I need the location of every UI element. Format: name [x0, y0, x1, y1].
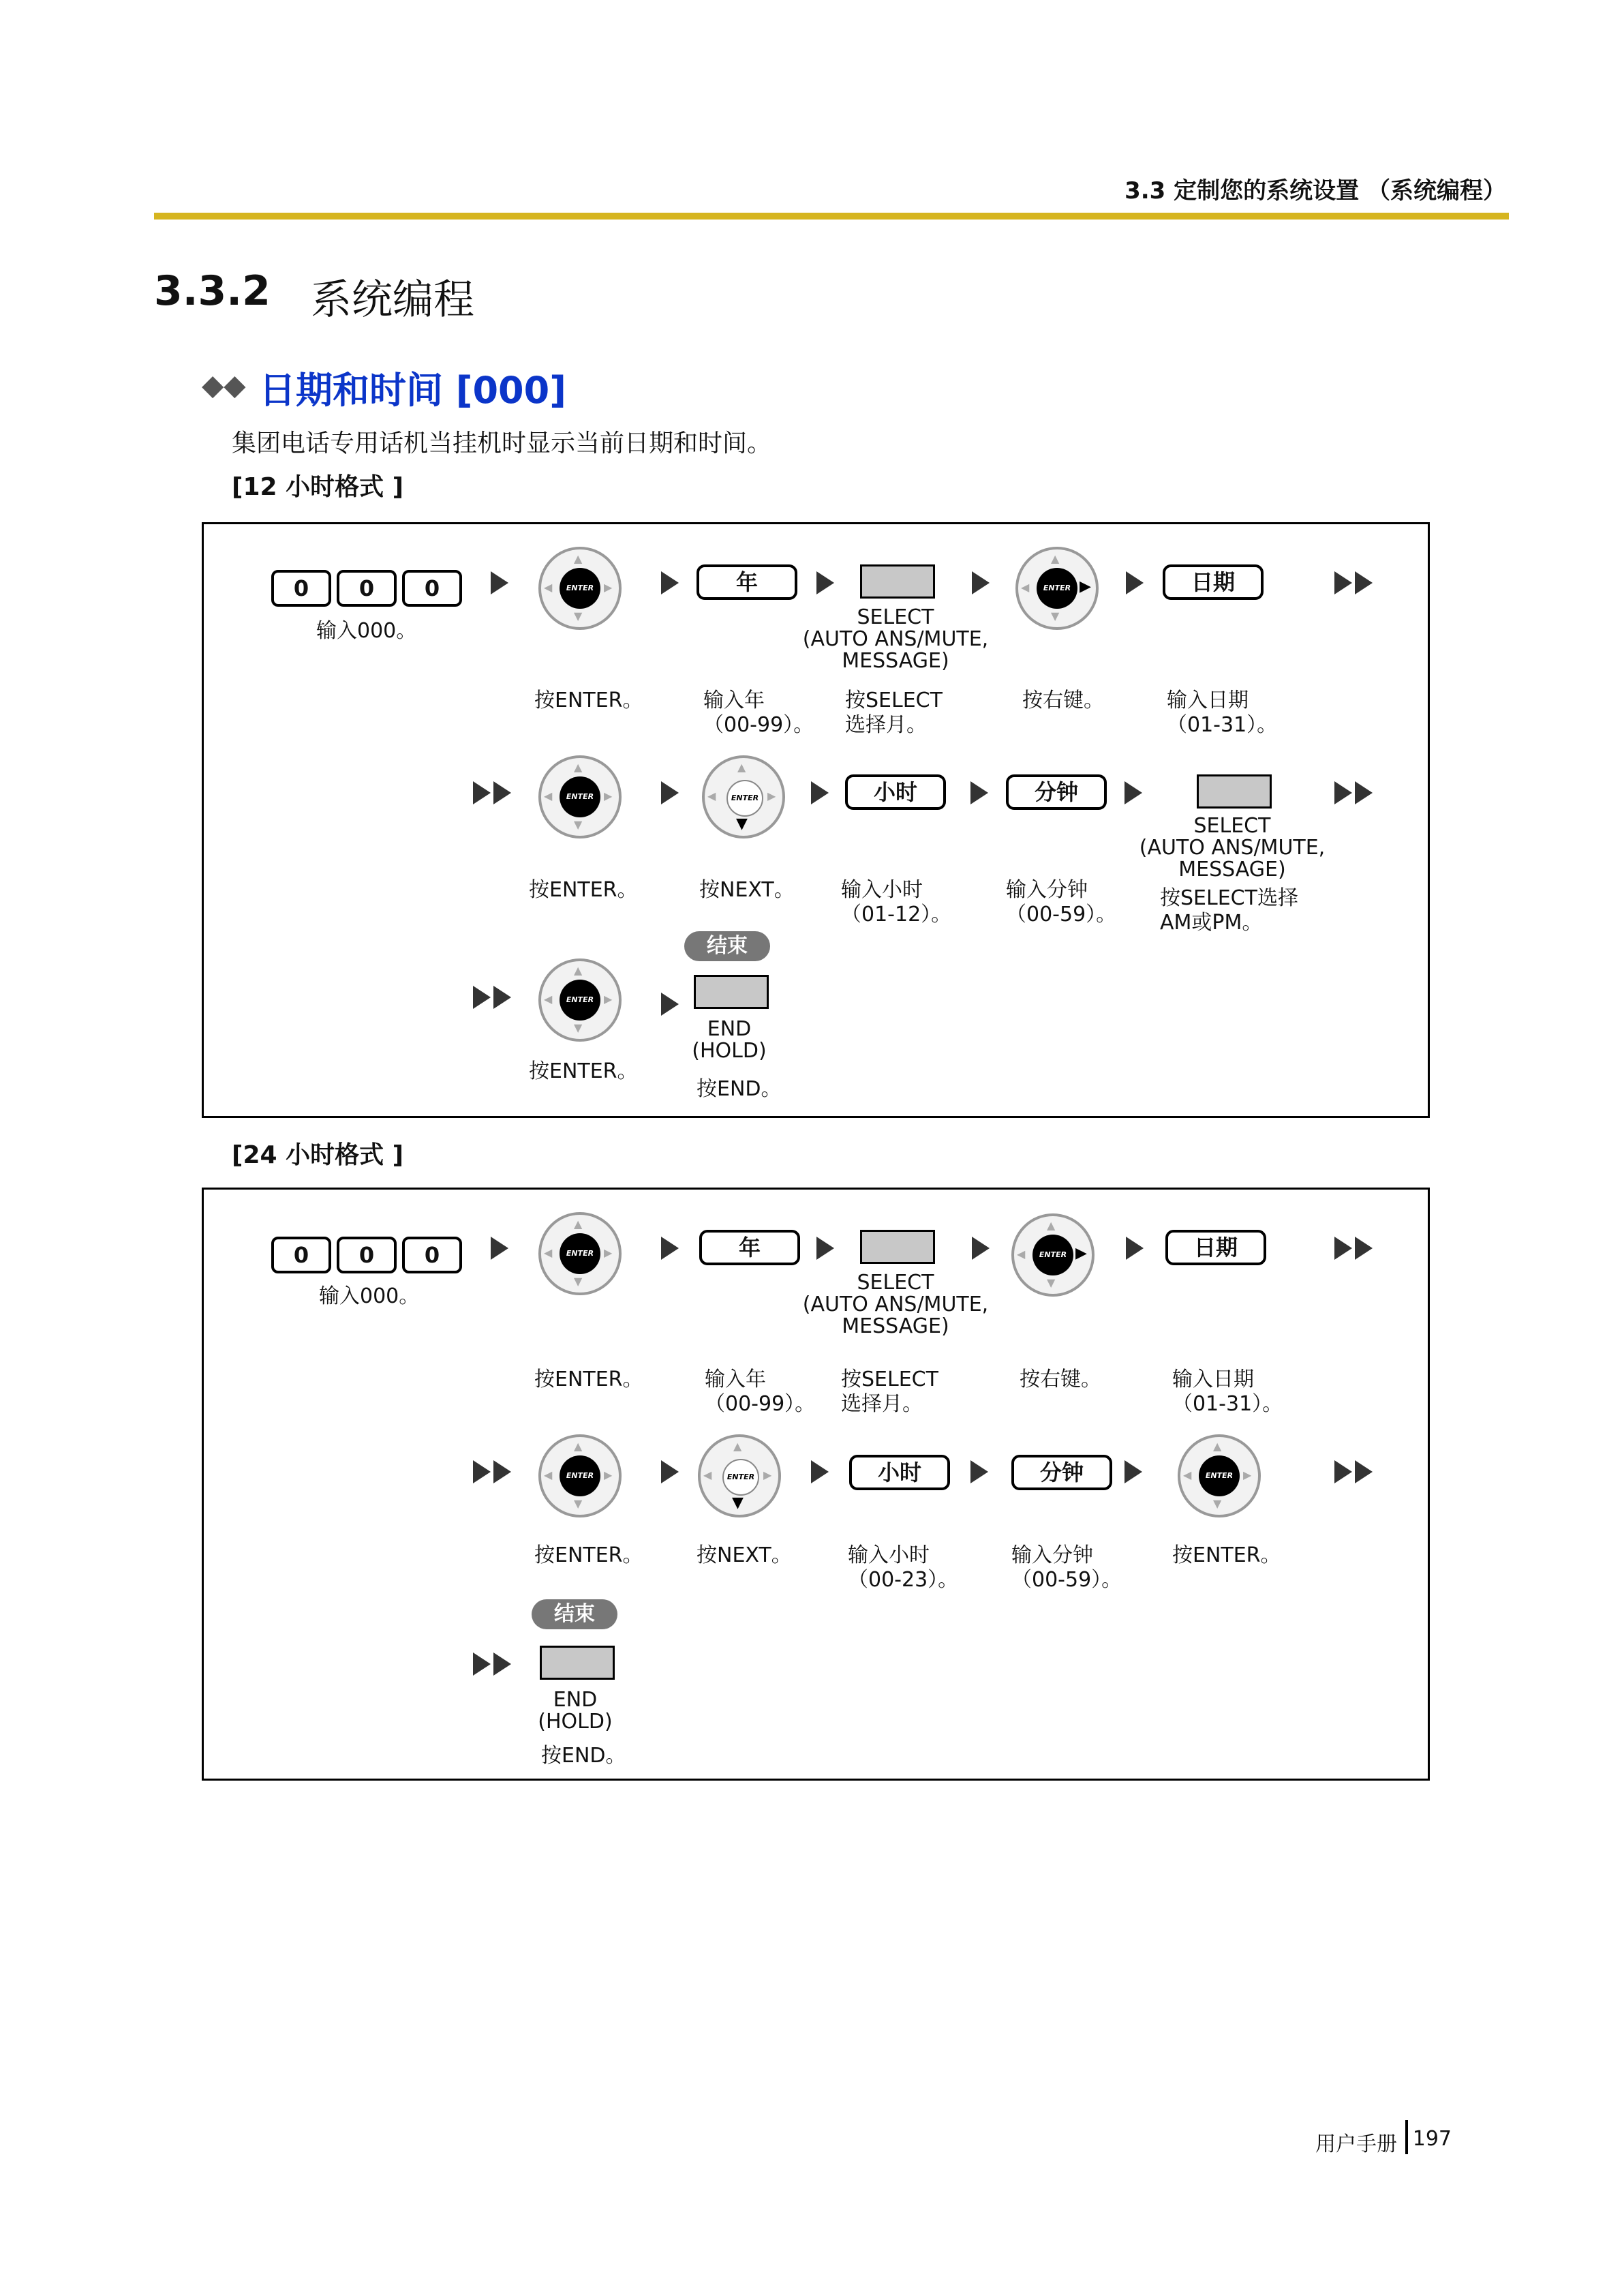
caption-enter: 按ENTER。 [534, 689, 643, 712]
right-arrow-icon[interactable]: ▶ [1075, 1245, 1087, 1262]
down-arrow-icon: ▼ [1213, 1497, 1222, 1510]
left-arrow-icon: ◀ [703, 1468, 712, 1481]
caption-select-month: 选择月。 [841, 1392, 923, 1416]
feature-description: 集团电话专用话机当挂机时显示当前日期和时间。 [232, 429, 772, 457]
caption-right-key: 按右键。 [1022, 689, 1104, 712]
footer-label: 用户手册 [1315, 2132, 1397, 2156]
left-arrow-icon: ◀ [544, 1246, 553, 1259]
select-button-label: SELECT (AUTO ANS/MUTE, MESSAGE) [802, 605, 989, 673]
navigator-key[interactable] [1178, 1434, 1261, 1517]
caption-year: 输入年 [703, 689, 765, 712]
softkey-date[interactable]: 日期 [1165, 1230, 1266, 1265]
select-button[interactable] [860, 1230, 935, 1264]
caption-right-key: 按右键。 [1020, 1368, 1101, 1391]
double-arrow-icon [473, 1652, 511, 1676]
footer-divider [1405, 2120, 1408, 2154]
right-arrow-icon: ▶ [604, 581, 613, 594]
right-arrow-icon: ▶ [763, 1468, 772, 1481]
caption-next: 按NEXT。 [697, 1543, 792, 1567]
up-arrow-icon: ▲ [574, 1218, 583, 1230]
left-arrow-icon: ◀ [544, 993, 553, 1006]
up-arrow-icon: ▲ [574, 1440, 583, 1453]
caption-enter: 按ENTER。 [534, 1368, 643, 1391]
double-arrow-icon [473, 781, 511, 804]
arrow-right-icon [816, 571, 834, 594]
arrow-right-icon [661, 781, 679, 804]
enter-button: ENTER [726, 780, 763, 817]
select-button[interactable] [1197, 774, 1272, 809]
caption-date: 输入日期 [1167, 689, 1249, 712]
caption-hour-range: （00-23）。 [848, 1568, 959, 1592]
digit-key[interactable]: 0 [271, 570, 331, 607]
caption-date: 输入日期 [1172, 1368, 1254, 1391]
caption-ampm: 按SELECT选择 [1160, 886, 1298, 910]
left-arrow-icon: ◀ [1021, 581, 1030, 594]
navigator-key[interactable] [538, 755, 622, 839]
navigator-key[interactable] [538, 958, 622, 1042]
arrow-right-icon [1124, 1460, 1142, 1483]
double-arrow-icon [1334, 781, 1373, 804]
end-button-label: END (HOLD) [692, 1017, 767, 1063]
end-button-label: END (HOLD) [538, 1688, 613, 1734]
digit-key[interactable]: 0 [337, 1237, 397, 1273]
page-number: 197 [1412, 2127, 1452, 2151]
softkey-year[interactable]: 年 [699, 1230, 800, 1265]
select-button-label: SELECT (AUTO ANS/MUTE, MESSAGE) [1139, 814, 1326, 881]
down-arrow-icon: ▼ [1051, 609, 1060, 622]
caption-ampm-2: AM或PM。 [1160, 911, 1263, 935]
up-arrow-icon: ▲ [1051, 552, 1060, 565]
caption-select-month: 选择月。 [845, 713, 927, 737]
digit-key[interactable]: 0 [402, 1237, 462, 1273]
navigator-key[interactable] [538, 1434, 622, 1517]
caption-enter: 按ENTER。 [529, 878, 638, 902]
caption-date-range: （01-31）。 [1172, 1392, 1283, 1416]
arrow-right-icon [811, 1460, 829, 1483]
enter-button[interactable]: ENTER [1037, 568, 1077, 609]
caption-year-range: （00-99）。 [705, 1392, 816, 1416]
left-arrow-icon: ◀ [707, 789, 716, 802]
softkey-hour[interactable]: 小时 [849, 1455, 950, 1490]
digit-key[interactable]: 0 [402, 570, 462, 607]
enter-button[interactable]: ENTER [560, 1455, 600, 1496]
right-arrow-icon: ▶ [604, 1468, 613, 1481]
right-arrow-icon: ▶ [604, 993, 613, 1006]
arrow-right-icon [1126, 1237, 1144, 1260]
right-arrow-icon: ▶ [1243, 1468, 1252, 1481]
enter-button[interactable]: ENTER [1032, 1235, 1073, 1275]
left-arrow-icon: ◀ [544, 1468, 553, 1481]
format-24h-heading: [24 小时格式 ] [232, 1141, 404, 1169]
enter-button[interactable]: ENTER [560, 776, 600, 817]
softkey-minute[interactable]: 分钟 [1006, 774, 1107, 810]
navigator-key[interactable] [702, 755, 785, 839]
caption-minute-range: （00-59）。 [1011, 1568, 1122, 1592]
end-button[interactable] [540, 1646, 615, 1680]
caption-year-range: （00-99）。 [703, 713, 814, 737]
softkey-year[interactable]: 年 [697, 564, 797, 600]
caption-end: 按END。 [541, 1744, 626, 1768]
arrow-right-icon [1124, 781, 1142, 804]
caption-enter-000: 输入000。 [319, 1284, 420, 1308]
softkey-date[interactable]: 日期 [1163, 564, 1264, 600]
caption-hour: 输入小时 [848, 1543, 930, 1567]
left-arrow-icon: ◀ [544, 581, 553, 594]
navigator-key[interactable] [698, 1434, 781, 1517]
down-arrow-icon: ▼ [574, 609, 583, 622]
caption-minute: 输入分钟 [1011, 1543, 1093, 1567]
left-arrow-icon: ◀ [544, 789, 553, 802]
down-arrow-icon: ▼ [574, 818, 583, 831]
enter-button[interactable]: ENTER [560, 1233, 600, 1274]
right-arrow-icon[interactable]: ▶ [1080, 578, 1091, 595]
keypad-000 [271, 570, 462, 607]
double-arrow-icon [1334, 1460, 1373, 1483]
right-arrow-icon: ▶ [604, 1246, 613, 1259]
up-arrow-icon: ▲ [574, 761, 583, 774]
caption-hour-range: （01-12）。 [841, 903, 952, 926]
down-arrow-icon: ▼ [574, 1275, 583, 1288]
down-arrow-icon: ▼ [574, 1021, 583, 1034]
caption-enter: 按ENTER。 [534, 1543, 643, 1567]
select-button-label: SELECT (AUTO ANS/MUTE, MESSAGE) [802, 1271, 989, 1338]
down-arrow-icon[interactable]: ▼ [736, 815, 748, 832]
section-number: 3.3.2 [154, 267, 271, 315]
arrow-right-icon [816, 1237, 834, 1260]
caption-date-range: （01-31）。 [1167, 713, 1278, 737]
caption-select: 按SELECT [841, 1368, 938, 1391]
caption-next: 按NEXT。 [699, 878, 795, 902]
select-button[interactable] [860, 564, 935, 599]
softkey-minute[interactable]: 分钟 [1011, 1455, 1112, 1490]
arrow-right-icon [661, 1460, 679, 1483]
section-title: 系统编程 [311, 276, 474, 324]
navigator-key[interactable] [1011, 1213, 1095, 1297]
navigator-key[interactable] [538, 547, 622, 630]
navigator-key[interactable] [1015, 547, 1099, 630]
arrow-right-icon [970, 781, 988, 804]
arrow-right-icon [970, 1460, 988, 1483]
caption-end: 按END。 [697, 1077, 782, 1101]
down-arrow-icon: ▼ [574, 1497, 583, 1510]
format-12h-heading: [12 小时格式 ] [232, 473, 404, 501]
up-arrow-icon: ▲ [733, 1440, 742, 1453]
arrow-right-icon [972, 571, 990, 594]
arrow-right-icon [661, 1237, 679, 1260]
right-arrow-icon: ▶ [604, 789, 613, 802]
arrow-right-icon [661, 571, 679, 594]
caption-year: 输入年 [705, 1368, 766, 1391]
left-arrow-icon: ◀ [1183, 1468, 1192, 1481]
arrow-right-icon [1126, 571, 1144, 594]
end-badge: 结束 [684, 931, 770, 961]
arrow-right-icon [491, 571, 508, 594]
digit-key[interactable]: 0 [271, 1237, 331, 1273]
arrow-right-icon [491, 1237, 508, 1260]
caption-minute: 输入分钟 [1006, 878, 1088, 902]
arrow-right-icon [811, 781, 829, 804]
running-header: 3.3 定制您的系统设置 （系统编程） [1124, 177, 1506, 205]
enter-button[interactable]: ENTER [560, 568, 600, 609]
down-arrow-icon: ▼ [1047, 1276, 1056, 1289]
caption-minute-range: （00-59）。 [1006, 903, 1117, 926]
softkey-hour[interactable]: 小时 [845, 774, 946, 810]
arrow-right-icon [972, 1237, 990, 1260]
enter-button: ENTER [722, 1459, 759, 1496]
enter-button[interactable]: ENTER [1199, 1455, 1240, 1496]
navigator-key[interactable] [538, 1212, 622, 1295]
double-arrow-icon [1334, 1237, 1373, 1260]
caption-select: 按SELECT [845, 689, 943, 712]
header-rule [154, 213, 1509, 220]
enter-button[interactable]: ENTER [560, 980, 600, 1021]
down-arrow-icon[interactable]: ▼ [732, 1494, 744, 1511]
up-arrow-icon: ▲ [737, 761, 746, 774]
caption-hour: 输入小时 [841, 878, 923, 902]
digit-key[interactable]: 0 [337, 570, 397, 607]
up-arrow-icon: ▲ [1213, 1440, 1222, 1453]
double-arrow-icon [473, 1460, 511, 1483]
caption-enter: 按ENTER。 [529, 1059, 638, 1083]
up-arrow-icon: ▲ [574, 964, 583, 977]
up-arrow-icon: ▲ [574, 552, 583, 565]
arrow-right-icon [661, 993, 679, 1016]
keypad-000 [271, 1237, 462, 1273]
end-badge: 结束 [532, 1599, 617, 1629]
double-arrow-icon [473, 986, 511, 1009]
end-button[interactable] [694, 975, 769, 1009]
left-arrow-icon: ◀ [1017, 1248, 1026, 1260]
right-arrow-icon: ▶ [767, 789, 776, 802]
feature-title: 日期和时间 [000] [259, 369, 566, 412]
diamond-icon: ◆◆ [202, 368, 246, 402]
up-arrow-icon: ▲ [1047, 1219, 1056, 1232]
caption-enter-000: 输入000。 [316, 619, 417, 643]
double-arrow-icon [1334, 571, 1373, 594]
caption-enter: 按ENTER。 [1172, 1543, 1281, 1567]
